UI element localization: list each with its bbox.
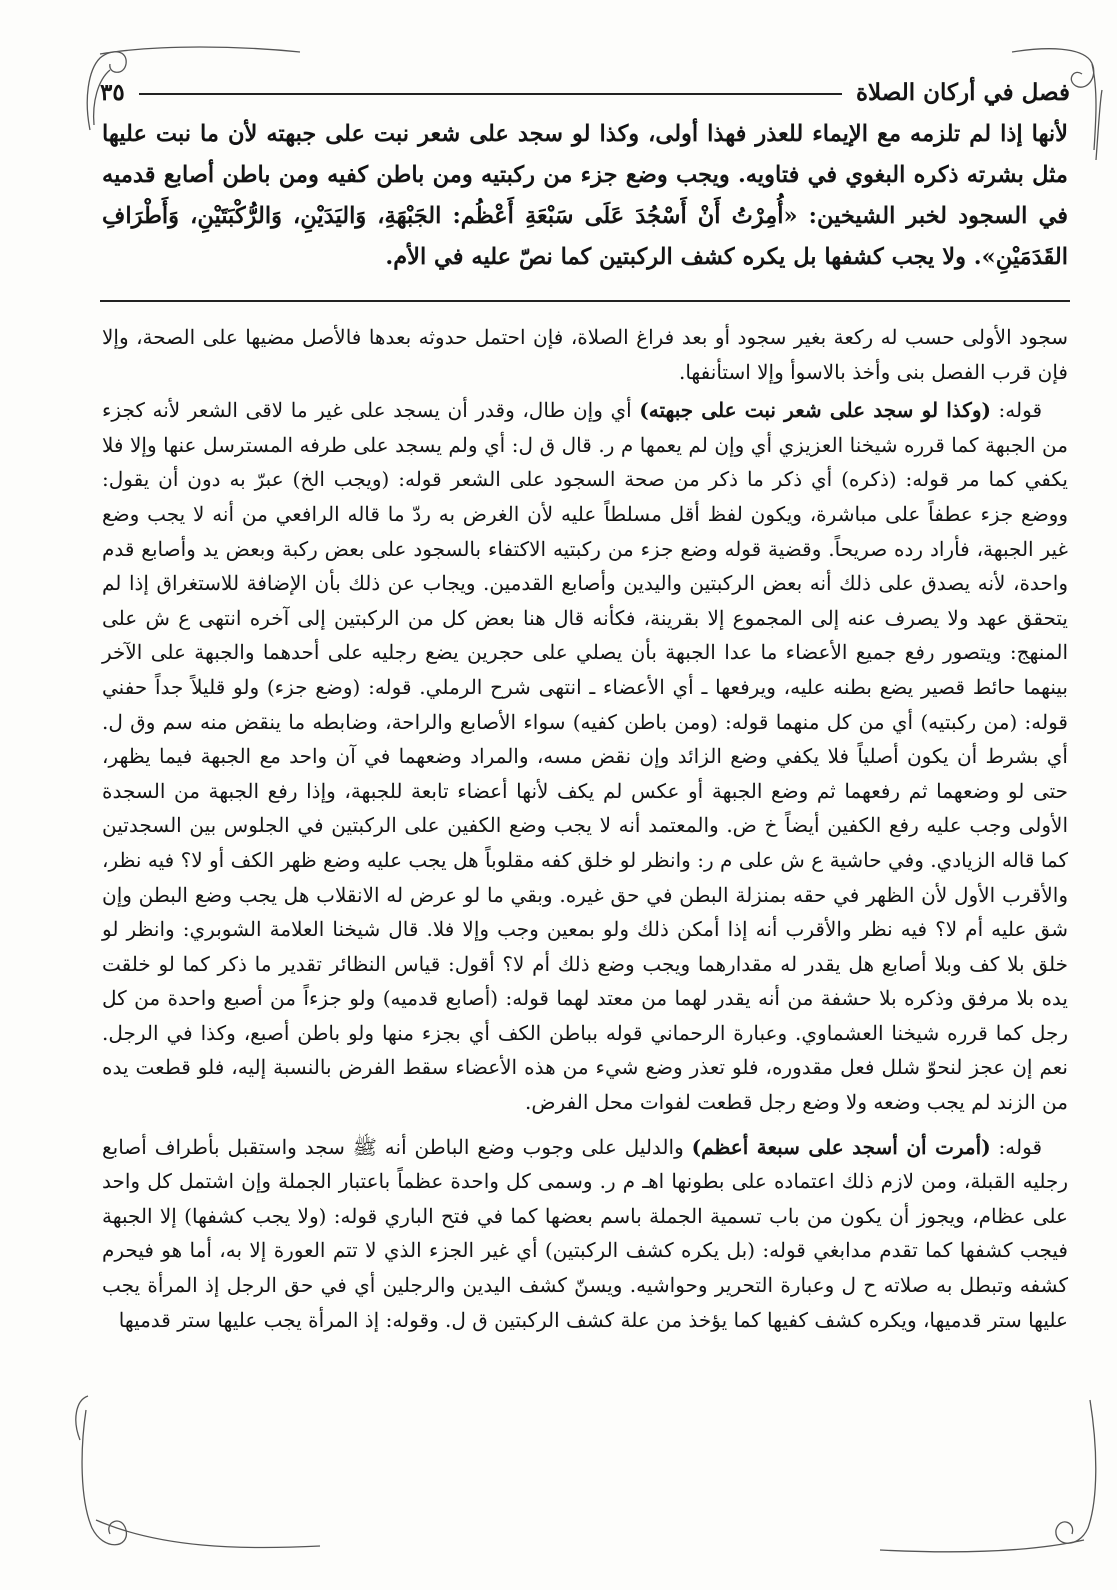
page-number: ٣٥ [100,78,125,106]
commentary [100,320,1070,1337]
lemma-intro: قوله: [990,1134,1042,1159]
commentary-paragraph-1: سجود الأولى حسب له ركعة بغير سجود أو بعد فراغ الصلاة، فإن احتمل حدوثه بعدها فالأصل مضيها على الصحة، وإلا فإن قرب الفصل بنى وأخذ بالاسوأ وإلا استأنفها. [102,325,1068,384]
main-text-part1: لأنها إذا لم تلزمه مع الإيماء للعذر فهذا أولى، وكذا لو سجد على شعر نبت على جبهته لأن ما نبت عليها مثل بشرته ذكره البغوي في فتاويه. ويجب وضع جزء من ركبتيه ومن باطن كفيه ومن باطن أصابع قدميه في السجود لخبر الشيخين: « [102,121,1068,229]
commentary-text: والدليل على وجوب وضع الباطن أنه ﷺ سجد واستقبل بأطراف أصابع رجليه القبلة، ومن لازم ذلك اعتماده على بطونها اهـ م ر. وسمى كل واحدة عظماً باعتبار الجملة وإن اشتمل كل واحد على عظام، ويجوز أن يكون من باب تسمية الجملة باسم بعضها كما في فتح الباري قوله: (ولا يجب كشفها) إلا الجبهة فيجب كشفها كما تقدم مدابغي قوله: (بل يكره كشف الركبتين) أي غير الجزء الذي لا تتم العورة إلا به، أما هو فيحرم كشفه وتبطل به صلاته ح ل وعبارة التحرير وحواشيه. ويسنّ كشف اليدين والرجلين أي في حق الرجل إذ المرأة يجب عليها ستر قدميها، ويكره كشف كفيها كما يؤخذ من علة كشف الركبتين ق ل. وقوله: إذ المرأة يجب عليها ستر قدميها [102,1134,1068,1332]
section-divider [100,300,1070,302]
lemma-intro: قوله: [990,398,1042,423]
running-head [100,70,1070,114]
lemma: (وكذا لو سجد على شعر نبت على جبهته) [639,398,991,423]
commentary-paragraph-3 [102,1130,1068,1338]
lemma: (أمرت أن أسجد على سبعة أعظم) [691,1134,991,1159]
book-page [100,70,1070,1560]
main-paragraph [102,114,1068,278]
main-text [100,114,1070,278]
hadith-quote: أُمِرْتُ أَنْ أَسْجُدَ عَلَى سَبْعَةِ أَعْظُم: الجَبْهَةِ، وَاليَدَيْنِ، وَالرُّكْبَتَيْنِ، وَأَطْرَافِ القَدَمَيْنِ [102,203,1068,270]
main-text-part2: ». ولا يجب كشفها بل يكره كشف الركبتين كما نصّ عليه في الأم. [385,244,996,270]
header-rule [139,93,842,95]
commentary-text: أي وإن طال، وقدر أن يسجد على غير ما لاقى الشعر لأنه كجزء من الجبهة كما قرره شيخنا العزيزي أي وإن لم يعمها م ر. قال ق ل: أي ولم يسجد على طرفه المسترسل عنها وإلا فلا يكفي كما مر قوله: (ذكره) أي ذكر ما ذكر من صحة السجود على الشعر قوله: (ويجب الخ) عبرّ به دون أن يقول: ووضع جزء عطفاً على مباشرة، ويكون لفظ أقل مسلطاً عليه لأن الغرض به ردّ ما قاله الرافعي من أنه لا يجب وضع غير الجبهة، فأراد رده صريحاً. وقضية قوله وضع جزء من ركبتيه الاكتفاء بالسجود على بعض ركبة وبعض يد وأصابع قدم واحدة، لأنه يصدق على ذلك أنه بعض الركبتين واليدين وأصابع القدمين. ويجاب عن ذلك بأن الإضافة للاستغراق إذا لم يتحقق عهد ولا يصرف عنه إلى المجموع إلا بقرينة، فكأنه قال هنا بعض كل من الركبتين إلى آخره انتهى ع ش على المنهج: ويتصور رفع جميع الأعضاء ما عدا الجبهة بأن يصلي على حجرين يضع رجليه على أحدهما والجبهة على الآخر بينهما حائط قصير يضع بطنه عليه، ويرفعها ـ أي الأعضاء ـ انتهى شرح الرملي. قوله: (وضع جزء) ولو قليلاً جداً حفني قوله: (من ركبتيه) أي من كل منهما قوله: (ومن باطن كفيه) سواء الأصابع والراحة، وضابطه ما ينقض منه سم وق ل. أي بشرط أن يكون أصلياً فلا يكفي وضع الزائد وإن نقض مسه، والمراد وضعهما في آن واحد مع الجبهة فيما يظهر، حتى لو وضعهما ثم رفعهما ثم وضع الجبهة أو عكس لم يكف لأنها أعضاء تابعة للجبهة، وإذا رفع الجبهة من السجدة الأولى وجب عليه رفع الكفين أيضاً خ ض. والمعتمد أنه لا يجب وضع الكفين على الركبتين في الجلوس بين السجدتين كما قاله الزيادي. وفي حاشية ع ش على م ر: وانظر لو خلق كفه مقلوباً هل يجب عليه وضع ظهر الكف أو لا؟ فيه نظر، والأقرب الأول لأن الظهر في حقه بمنزلة البطن في حق غيره. وبقي ما لو عرض له الانقلاب هل يجب وضع البطن وإن شق عليه أم لا؟ فيه نظر والأقرب أنه إذا أمكن ذلك ولو بمعين وجب وإلا فلا. قال شيخنا العلامة الشوبري: وانظر لو خلق بلا كف وبلا أصابع هل يقدر له مقدارهما ويجب وضع ذلك أم لا؟ أقول: قياس النظائر تقدير ما ذكر كما لو خلقت يده بلا مرفق وذكره بلا حشفة من أنه يقدر لهما من معتد لهما قوله: (أصابع قدميه) ولو جزءاً من أصبع واحدة من كل رجل كما قرره شيخنا العشماوي. وعبارة الرحماني قوله بباطن الكف أي بجزء منها ولو باطن أصبع، وكذا في الرجل. نعم إن عجز لنحوّ شلل فعل مقدوره، فلو تعذر وضع شيء من هذه الأعضاء سقط الفرض بالنسبة إليه، فلو قطعت يده من الزند لم يجب وضعه ولا وضع رجل قطعت لفوات محل الفرض. [102,398,1068,1115]
chapter-title: فصل في أركان الصلاة [855,78,1070,106]
commentary-paragraph-2 [102,393,1068,1119]
